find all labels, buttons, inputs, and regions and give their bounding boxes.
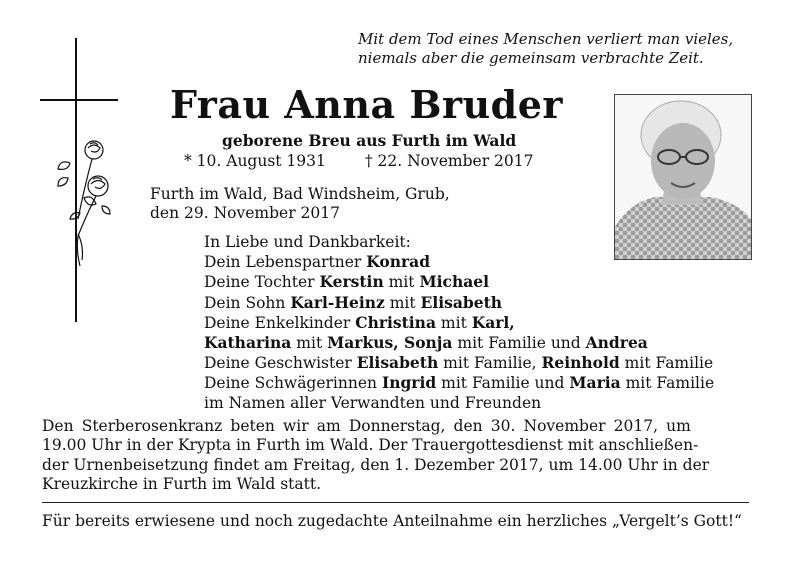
mourner-text: Deine Schwägerinnen (204, 374, 382, 393)
mourner-line (204, 394, 714, 413)
mourner-text: mit (384, 293, 421, 312)
funeral-details (42, 417, 748, 494)
mourner-text: mit Familie und (436, 374, 570, 393)
funeral-line-2: 19.00 Uhr in der Krypta in Furth im Wald. Der Trauergottesdienst mit anschließen- (42, 436, 699, 455)
mourner-text: mit (383, 273, 420, 292)
date-line: den 29. November 2017 (150, 204, 340, 222)
mourner-text: mit Familie (619, 354, 714, 373)
birth-date: * 10. August 1931 (184, 152, 326, 170)
divider (42, 502, 749, 503)
mourner-name: Karl, (471, 312, 515, 332)
mourner-line (204, 293, 714, 313)
mourner-name: Elisabeth (420, 292, 503, 312)
mourner-text: Deine Tochter (204, 273, 320, 292)
mourner-name: Markus, Sonja (327, 333, 453, 353)
quote-line-1: Mit dem Tod eines Menschen verliert man vieles, (358, 30, 734, 48)
mourner-text: Deine Enkelkinder (204, 313, 356, 332)
mourner-name: Kerstin (319, 272, 384, 292)
quote-line-2: niemals aber die gemeinsam verbrachte Zeit. (358, 49, 704, 67)
mourner-text: mit Familie und (452, 334, 586, 353)
mourner-text: Dein Sohn (204, 293, 291, 312)
maiden-name: geborene Breu aus Furth im Wald (222, 131, 517, 150)
funeral-line-3: der Urnenbeisetzung findet am Freitag, den 1. Dezember 2017, um 14.00 Uhr in der (42, 455, 710, 474)
mourner-name: Katharina (204, 333, 292, 353)
mourner-name: Michael (419, 272, 490, 292)
funeral-line-4: Kreuzkirche in Furth im Wald statt. (42, 474, 322, 493)
mourner-line (204, 333, 714, 353)
mourner-text: In Liebe und Dankbarkeit: (204, 233, 411, 251)
mourner-name: Konrad (366, 252, 431, 272)
place-line: Furth im Wald, Bad Windsheim, Grub, (150, 185, 450, 203)
death-date: † 22. November 2017 (364, 152, 534, 170)
mourner-name: Christina (355, 312, 436, 332)
mourner-text: Deine Geschwister (204, 354, 357, 373)
mourner-name: Karl-Heinz (290, 292, 385, 312)
life-dates (184, 152, 534, 170)
mourner-name: Elisabeth (356, 353, 439, 373)
mourner-line (204, 272, 714, 292)
deceased-name: Frau Anna Bruder (170, 82, 563, 127)
mourner-name: Ingrid (381, 373, 437, 393)
mourner-text: mit (291, 334, 328, 353)
mourner-text: mit Familie, (438, 354, 542, 373)
cross-with-roses-icon (40, 38, 130, 328)
thanks-note: Für bereits erwiesene und noch zugedachte Anteilnahme ein herzliches „Vergelt’s Gott!“ (42, 512, 742, 530)
mourner-name: Maria (569, 373, 621, 393)
mourner-name: Reinhold (541, 353, 620, 373)
mourner-line (204, 373, 714, 393)
portrait-photo (614, 94, 752, 260)
mourner-text: Dein Lebenspartner (204, 253, 367, 272)
mourner-text: mit Familie (620, 374, 715, 393)
mourner-line (204, 353, 714, 373)
mourner-line (204, 313, 714, 333)
mourner-name: Andrea (585, 333, 648, 353)
mourner-text: im Namen aller Verwandten und Freunden (204, 393, 542, 412)
mourner-text: mit (435, 313, 472, 332)
funeral-line-1: Den Sterberosenkranz beten wir am Donnerstag, den 30. November 2017, um (42, 417, 691, 435)
quote (358, 30, 758, 68)
place-date (150, 185, 450, 223)
